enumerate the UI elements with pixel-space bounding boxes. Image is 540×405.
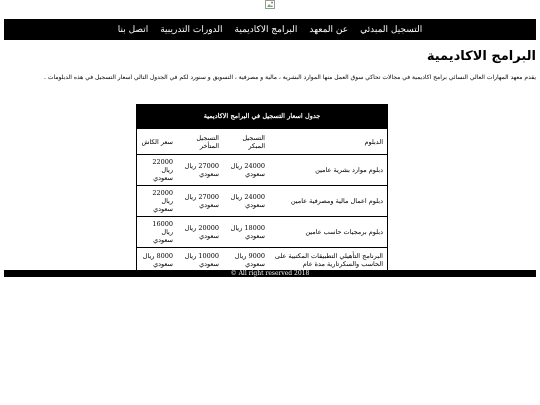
late-price: 27000 ريال سعودي [177, 186, 223, 217]
cash-price: 22000 ريال سعودي [137, 155, 178, 186]
early-price: 24000 ريال سعودي [223, 155, 269, 186]
late-price: 20000 ريال سعودي [177, 217, 223, 248]
intro-paragraph: يقدم معهد المهارات العالي النسائي برامج اكاديمية في مجالات تحاكي سوق العمل منها الموارد البشرية ، مالية و مصرفية ، التسويق و سنورد لكم في الجدول التالي اسعار التسجيل في هذه الدبلومات . [44, 74, 536, 81]
table-header-row [137, 129, 388, 155]
cash-price: 22000 ريال سعودي [137, 186, 178, 217]
cash-price: 8000 ريال سعودي [142, 252, 173, 268]
nav-link-about[interactable]: عن المعهد [309, 24, 349, 35]
table-row [137, 155, 388, 186]
nav-link-preregistration[interactable]: التسجيل المبدئي [360, 24, 423, 35]
nav-link-contact[interactable]: اتصل بنا [117, 24, 149, 35]
cash-price: 16000 ريال سعودي [137, 217, 178, 248]
table-caption: جدول اسعار التسجيل في البرامج الاكاديمية [136, 104, 388, 128]
broken-image-icon [265, 0, 275, 9]
nav-link-academic-programs[interactable]: البرامج الاكاديمية [234, 24, 298, 35]
early-price: 24000 ريال سعودي [223, 186, 269, 217]
page-title: البرامج الاكاديمية [426, 49, 536, 64]
site-footer: © All right reserved 2018 [4, 270, 536, 277]
table-row [137, 186, 388, 217]
header-early-registration: التسجيل المبكر [223, 129, 269, 155]
table-row [137, 248, 388, 273]
early-price: 18000 ريال سعودي [223, 217, 269, 248]
late-price: 10000 ريال سعودي [184, 252, 219, 268]
header-late-registration: التسجيل المتأخر [177, 129, 223, 155]
header-cash-price: سعر الكاش [137, 129, 178, 155]
header-diploma: الدبلوم [269, 129, 388, 155]
table-row [137, 217, 388, 248]
main-navigation [4, 19, 536, 40]
diploma-name: دبلوم اعمال مالية ومصرفية عامين [269, 186, 388, 217]
diploma-name: دبلوم برمجيات حاسب عامين [269, 217, 388, 248]
early-price: 9000 ريال سعودي [234, 252, 265, 268]
nav-link-training-courses[interactable]: الدورات التدريبية [160, 24, 223, 35]
diploma-name: دبلوم موارد بشرية عامين [269, 155, 388, 186]
diploma-name: البرنامج التأهيلي التطبيقات المكتبية على الحاسب والسكرتارية مدة عام [274, 252, 383, 268]
late-price: 27000 ريال سعودي [177, 155, 223, 186]
pricing-table [136, 104, 388, 273]
